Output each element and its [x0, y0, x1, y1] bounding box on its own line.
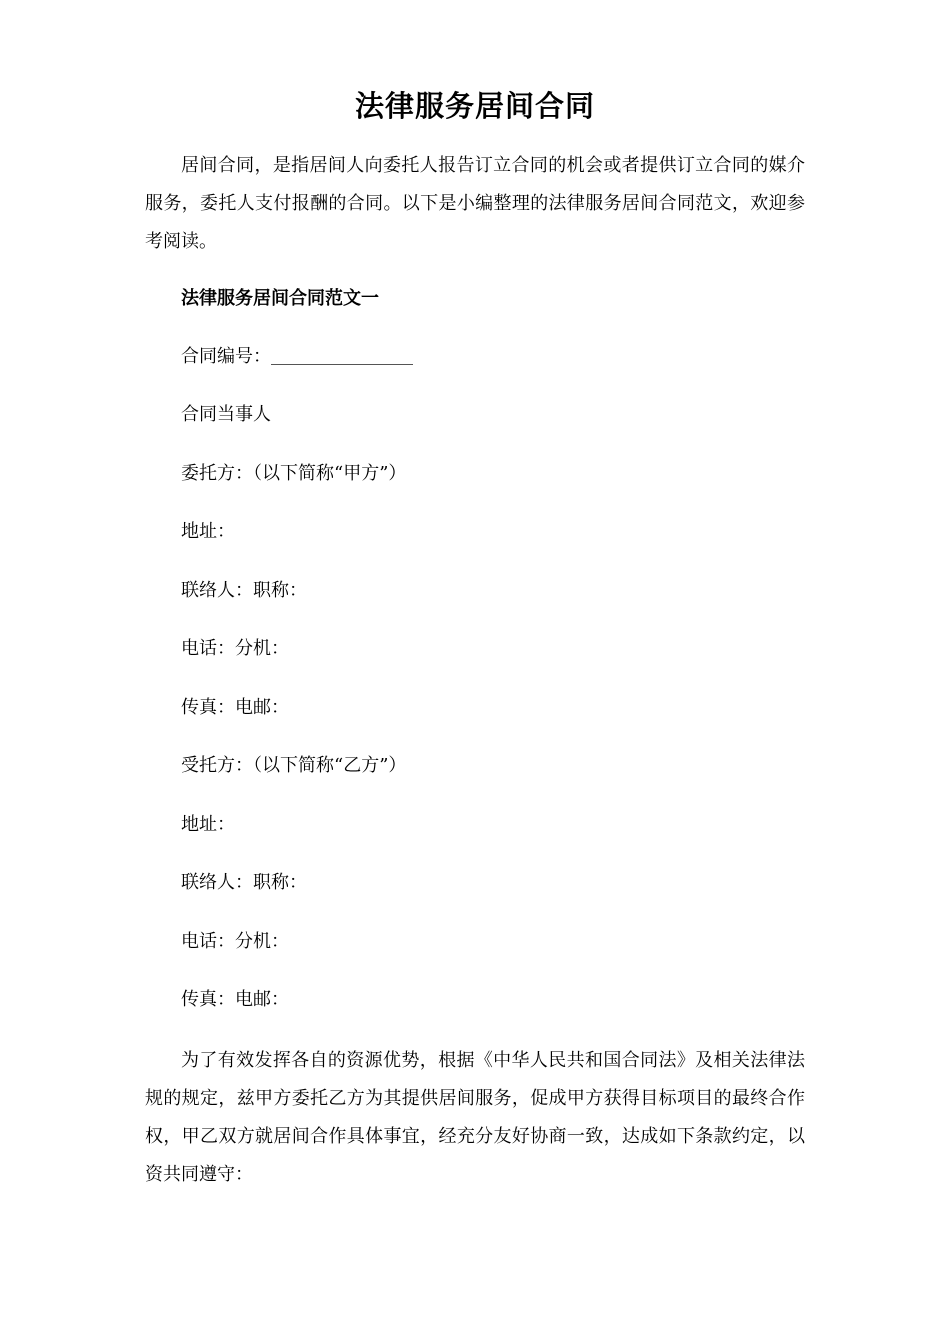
client-address: 地址：	[181, 521, 235, 542]
parties-label: 合同当事人	[181, 404, 271, 425]
contract-number-label: 合同编号：	[181, 346, 271, 367]
agent-phone: 电话：分机：	[181, 931, 289, 952]
intro-paragraph: 居间合同，是指居间人向委托人报告订立合同的机会或者提供订立合同的媒介服务，委托人支付报酬的合同。以下是小编整理的法律服务居间合同范文，欢迎参考阅读。	[145, 155, 805, 252]
client-contact: 联络人：职称：	[181, 580, 307, 601]
client-party: 委托方：（以下简称“甲方”）	[181, 463, 407, 484]
agent-fax: 传真：电邮：	[181, 989, 289, 1010]
document-title: 法律服务居间合同	[354, 89, 595, 123]
contract-number-blank	[271, 346, 413, 365]
client-phone: 电话：分机：	[181, 638, 289, 659]
agent-party: 受托方：（以下简称“乙方”）	[181, 755, 407, 776]
contract-number-line	[181, 343, 413, 371]
client-fax: 传真：电邮：	[181, 697, 289, 718]
agent-contact: 联络人：职称：	[181, 872, 307, 893]
preamble-paragraph: 为了有效发挥各自的资源优势，根据《中华人民共和国合同法》及相关法律法规的规定，兹甲方委托乙方为其提供居间服务，促成甲方获得目标项目的最终合作权，甲乙双方就居间合作具体事宜，经充分友好协商一致，达成如下条款约定，以资共同遵守：	[145, 1050, 805, 1185]
section-heading: 法律服务居间合同范文一	[181, 288, 379, 309]
agent-address: 地址：	[181, 814, 235, 835]
